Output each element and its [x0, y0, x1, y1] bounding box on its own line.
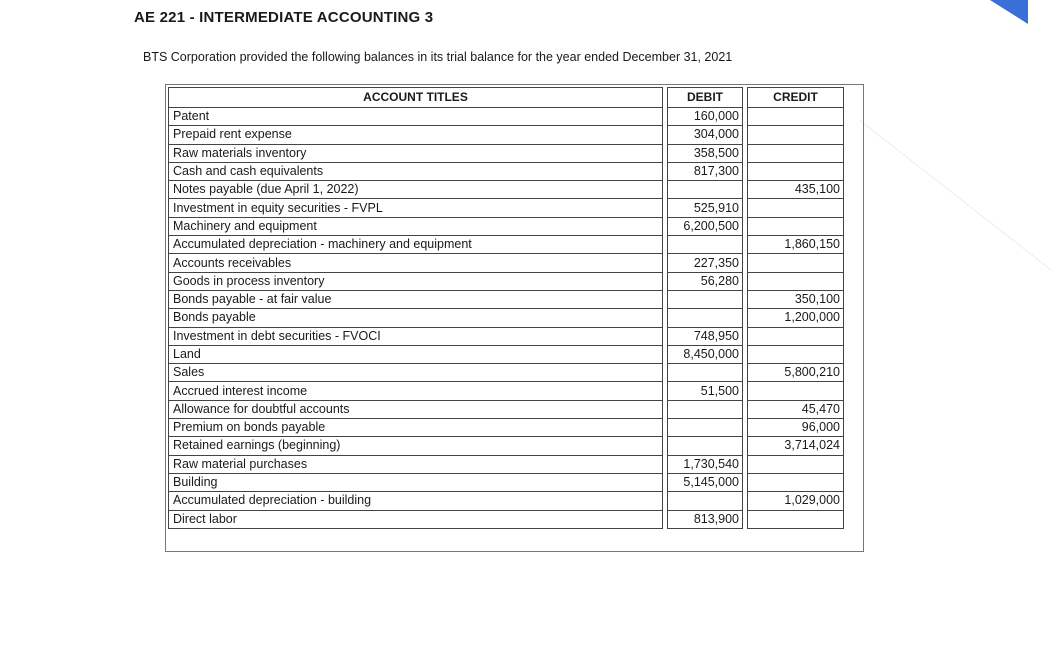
debit-cell: 227,350 [668, 254, 743, 272]
account-title-cell: Patent [169, 108, 663, 126]
table-row [169, 382, 844, 400]
debit-cell: 160,000 [668, 108, 743, 126]
credit-cell [748, 108, 844, 126]
debit-cell: 813,900 [668, 510, 743, 528]
debit-cell [668, 419, 743, 437]
table-row [169, 199, 844, 217]
table-row [169, 272, 844, 290]
debit-cell [668, 181, 743, 199]
table-row [169, 492, 844, 510]
table-row [169, 144, 844, 162]
account-title-cell: Notes payable (due April 1, 2022) [169, 181, 663, 199]
column-header-account-titles: ACCOUNT TITLES [169, 88, 663, 108]
account-title-cell: Bonds payable [169, 309, 663, 327]
account-title-cell: Goods in process inventory [169, 272, 663, 290]
account-title-cell: Prepaid rent expense [169, 126, 663, 144]
account-title-cell: Investment in equity securities - FVPL [169, 199, 663, 217]
account-title-cell: Retained earnings (beginning) [169, 437, 663, 455]
debit-cell: 304,000 [668, 126, 743, 144]
table-row [169, 236, 844, 254]
credit-cell: 350,100 [748, 290, 844, 308]
credit-cell [748, 272, 844, 290]
table-body [169, 108, 844, 529]
account-title-cell: Direct labor [169, 510, 663, 528]
debit-cell: 748,950 [668, 327, 743, 345]
table-row [169, 217, 844, 235]
credit-cell: 45,470 [748, 400, 844, 418]
table-row [169, 473, 844, 491]
trial-balance-table [168, 87, 844, 529]
account-title-cell: Premium on bonds payable [169, 419, 663, 437]
credit-cell [748, 254, 844, 272]
account-title-cell: Accumulated depreciation - building [169, 492, 663, 510]
credit-cell [748, 199, 844, 217]
debit-cell: 51,500 [668, 382, 743, 400]
credit-cell [748, 473, 844, 491]
table-row [169, 455, 844, 473]
account-title-cell: Investment in debt securities - FVOCI [169, 327, 663, 345]
credit-cell [748, 382, 844, 400]
table-header-row [169, 88, 844, 108]
credit-cell [748, 162, 844, 180]
problem-statement: BTS Corporation provided the following balances in its trial balance for the year ended December 31, 2021 [143, 50, 733, 64]
debit-cell: 5,145,000 [668, 473, 743, 491]
credit-cell [748, 144, 844, 162]
corner-accent-shape [990, 0, 1028, 24]
debit-cell [668, 236, 743, 254]
table-row [169, 364, 844, 382]
page-title: AE 221 - INTERMEDIATE ACCOUNTING 3 [134, 9, 434, 26]
account-title-cell: Raw material purchases [169, 455, 663, 473]
account-title-cell: Building [169, 473, 663, 491]
credit-cell: 5,800,210 [748, 364, 844, 382]
credit-cell: 1,860,150 [748, 236, 844, 254]
account-title-cell: Raw materials inventory [169, 144, 663, 162]
table-row [169, 290, 844, 308]
credit-cell: 1,029,000 [748, 492, 844, 510]
debit-cell [668, 492, 743, 510]
debit-cell: 8,450,000 [668, 345, 743, 363]
column-header-credit: CREDIT [748, 88, 844, 108]
column-header-debit: DEBIT [668, 88, 743, 108]
account-title-cell: Bonds payable - at fair value [169, 290, 663, 308]
credit-cell: 3,714,024 [748, 437, 844, 455]
account-title-cell: Accumulated depreciation - machinery and equipment [169, 236, 663, 254]
table-row [169, 345, 844, 363]
credit-cell [748, 510, 844, 528]
debit-cell [668, 400, 743, 418]
account-title-cell: Accounts receivables [169, 254, 663, 272]
debit-cell: 56,280 [668, 272, 743, 290]
account-title-cell: Cash and cash equivalents [169, 162, 663, 180]
credit-cell: 1,200,000 [748, 309, 844, 327]
debit-cell: 817,300 [668, 162, 743, 180]
table-row [169, 126, 844, 144]
table-row [169, 419, 844, 437]
debit-cell [668, 364, 743, 382]
debit-cell: 358,500 [668, 144, 743, 162]
credit-cell [748, 217, 844, 235]
table-row [169, 510, 844, 528]
decorative-divider [859, 120, 1052, 281]
table-row [169, 162, 844, 180]
table-row [169, 327, 844, 345]
credit-cell [748, 327, 844, 345]
credit-cell: 435,100 [748, 181, 844, 199]
credit-cell [748, 126, 844, 144]
debit-cell: 6,200,500 [668, 217, 743, 235]
debit-cell: 525,910 [668, 199, 743, 217]
account-title-cell: Land [169, 345, 663, 363]
debit-cell: 1,730,540 [668, 455, 743, 473]
table-row [169, 400, 844, 418]
table-row [169, 309, 844, 327]
credit-cell [748, 455, 844, 473]
debit-cell [668, 437, 743, 455]
account-title-cell: Accrued interest income [169, 382, 663, 400]
credit-cell [748, 345, 844, 363]
table-row [169, 254, 844, 272]
credit-cell: 96,000 [748, 419, 844, 437]
account-title-cell: Machinery and equipment [169, 217, 663, 235]
debit-cell [668, 309, 743, 327]
table-row [169, 181, 844, 199]
debit-cell [668, 290, 743, 308]
table-row [169, 437, 844, 455]
account-title-cell: Sales [169, 364, 663, 382]
account-title-cell: Allowance for doubtful accounts [169, 400, 663, 418]
table-row [169, 108, 844, 126]
